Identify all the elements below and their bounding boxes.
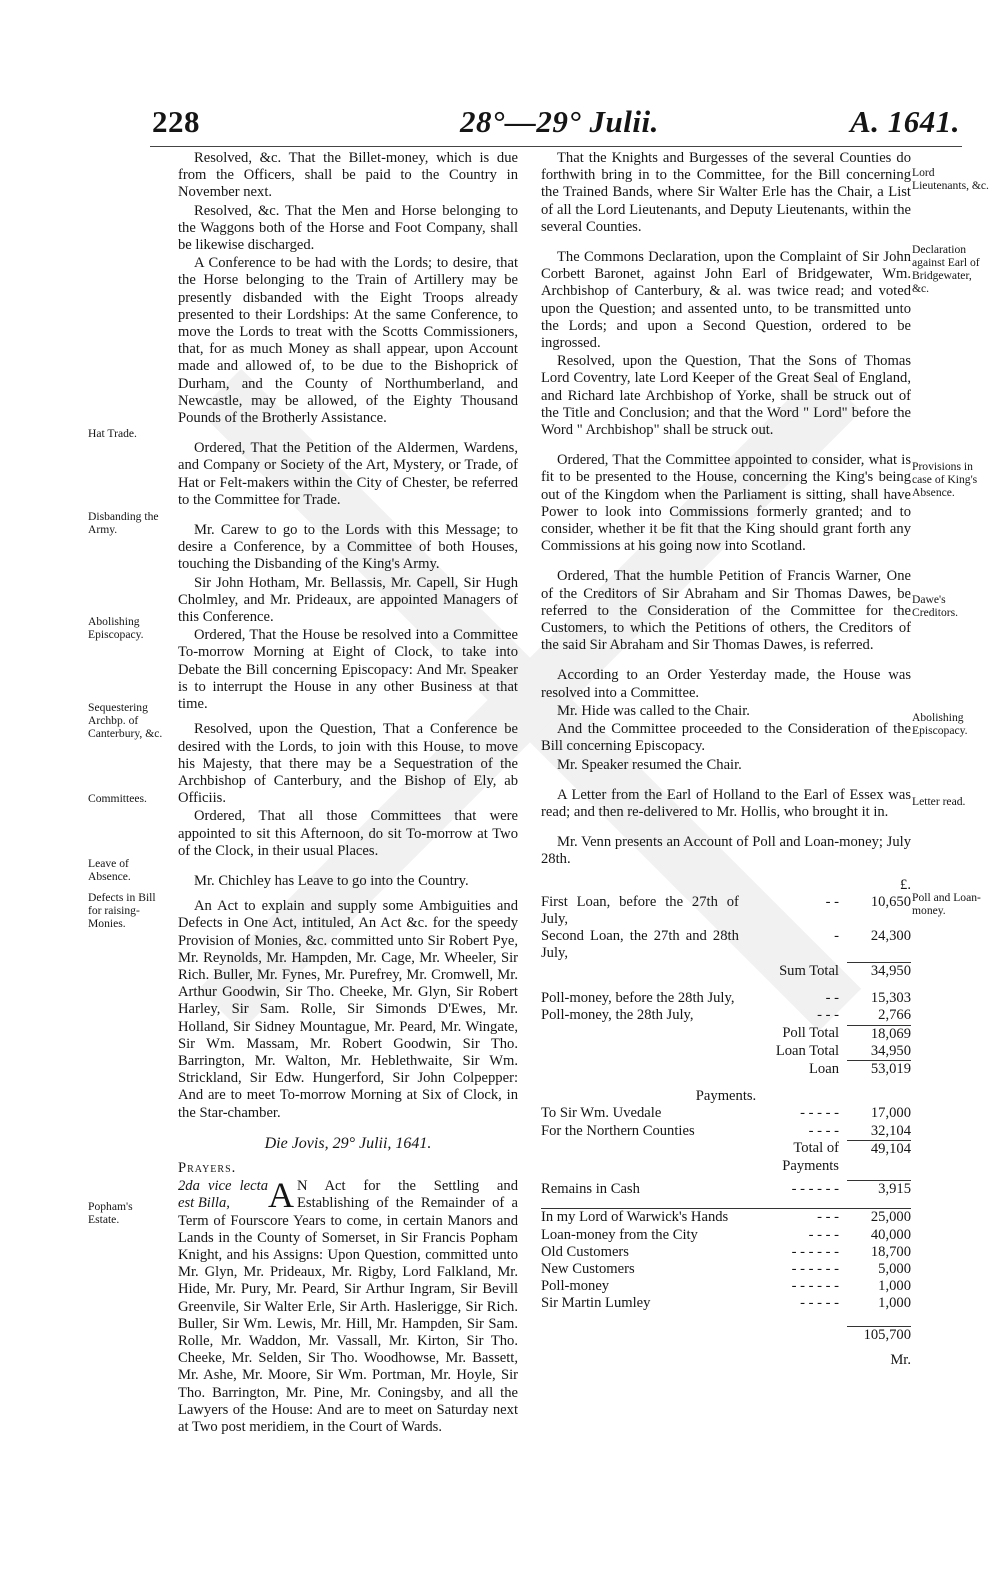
margin-note: Abolishing Episcopacy. [912,711,968,737]
catchword: Mr. [890,1352,911,1369]
table-row: Sir Martin Lumley - - - - - 1,000 [541,1295,911,1312]
paragraph: Resolved, &c. That the Billet-money, which is due from the Officers, shall be paid to the Country in November next. [178,150,518,201]
paragraph: Resolved, upon the Question, That a Conference be desired with the Lords, to join with this House, to move his Majesty, that there may be a Sequestration of the Archbishop of Canterbury, and the Bishop of Ely, ab Officiis. [178,721,518,807]
table-row: To Sir Wm. Uvedale - - - - - 17,000 [541,1105,911,1122]
table-row: Second Loan, the 27th and 28th July, - 24,300 [541,928,911,962]
paragraph: Mr. Venn presents an Account of Poll and Loan-money; July 28th. [541,834,911,868]
margin-note: Leave of Absence. [88,857,131,883]
paragraph: Ordered, That the Petition of the Aldermen, Wardens, and Company or Society of the Art, Mystery, or Trade, of Hat or Felt-makers within the City of Chester, be referred to the Committee for Trade. [178,440,518,508]
paragraph: Mr. Carew to go to the Lords with this Message; to desire a Conference, by a Committee of both Houses, touching the Disbanding of the King's Army. [178,522,518,573]
margin-note: Defects in Bill for raising-Monies. [88,891,156,930]
prayers-heading: Prayers. [178,1159,237,1176]
paragraph: Ordered, That the Committee appointed to consider, what is fit to be presented to the House, concerning the King's being out of the Kingdom when the Parliament is sitting, shall have Power to look into Commissions formerly granted; and to consider, whether it be fit that the King should grant forth any Commissions at his going now into Scotland. [541,452,911,555]
paragraph: Ordered, That the House be resolved into a Committee To-morrow Morning at Eight of Clock, to take into Debate the Bill concerning Episcopacy: And Mr. Speaker is to interrupt the House in any other Business at that time. [178,627,518,713]
table-row: For the Northern Counties - - - - 32,104 [541,1122,911,1139]
table-row: Poll Total 18,069 [782,1025,911,1042]
table-row: Old Customers - - - - - - 18,700 [541,1243,911,1260]
table-row: First Loan, before the 27th of July, - - 10,650 [541,893,911,927]
table-row [541,1327,911,1345]
page-number: 228 [152,104,200,139]
paragraph: Mr. Hide was called to the Chair. [557,702,750,719]
table-row: Poll-money, before the 28th July, - - 15,303 [541,990,911,1007]
margin-note: Letter read. [912,795,966,808]
dropcap: A [268,1175,294,1216]
popham-text: N Act for the Settling and Establishing of the Remainder of a Term of Fourscore Years to come, in certain Manors and Lands in the County of Somerset, in Sir Francis Popham Knight, and his Assigns: Upon Question, committed unto Mr. Glyn, Mr. Prideaux, Mr. Rigby, Lord Falkland, Mr. Hide, Mr. Pury, Mr. Peard, Sir Arthur Ingram, Sir Bevill Greenvile, Sir Walter Erle, Sir Arth. Haslerigge, Sir Rich. Buller, Sir Wm. Lewis, Mr. Hill, Mr. Hampden, Sir Sam. Rolle, Mr. Waddon, Mr. Vassall, Mr. Kirton, Sir Tho. Cheeke, Mr. Selden, Sir Tho. Woodhowse, Mr. Bassett, Mr. Ashe, Mr. Moore, Sir Wm. Portman, Mr. Hoyle, Sir Tho. Barrington, Mr. Pine, Mr. Coningsby, and all the Lawyers of the House: And are to meet on Saturday next at Two post meridiem, in the Court of Wards. [178,1178,518,1436]
margin-note: Poll and Loan-money. [912,891,981,917]
second-reading-label: 2da vice lecta est Billa, [178,1178,268,1212]
paragraph: Mr. Speaker resumed the Chair. [557,756,742,773]
margin-note: Hat Trade. [88,427,137,440]
paragraph: According to an Order Yesterday made, the House was resolved into a Committee. [541,667,911,701]
page-dates: 28°—29° Julii. [460,104,659,139]
paragraph: An Act to explain and supply some Ambiguities and Defects in One Act, intituled, An Act &c. for the speedy Provision of Monies, &c. committed unto Sir Robert Pye, Mr. Reynolds, Mr. Hampden, Mr. Cage, Mr. Wheeler, Sir Rich. Buller, Mr. Fynes, Mr. Purefrey, Mr. Cromwell, Mr. Arthur Goodwin, Sir Tho. Cheeke, Mr. Glyn, Sir Robert Harley, Sir Sam. Rolle, Sir Simonds D'Ewes, Mr. Holland, Sir Sidney Mountague, Mr. Peard, Mr. Wingate, Sir Wm. Massam, Mr. Robert Goodwin, Sir Tho. Barrington, Mr. Walton, Mr. Heblethwaite, Sir Wm. Strickland, Sir Edw. Hungerford, Sir John Colpepper: And are to meet To-morrow Morning at Six of Clock, in the Star-chamber. [178,898,518,1121]
day-heading: Die Jovis, 29° Julii, 1641. [264,1134,432,1152]
table-row: Poll-money, the 28th July, - - - 2,766 [541,1007,911,1024]
margin-note: Declaration against Earl of Bridgewater, &c. [912,243,980,295]
header-rule [150,146,962,147]
paragraph: A Conference to be had with the Lords; to desire, that the Horse belonging to the Train of Artillery may be presently disbanded with the Eight Troops already presented to their Lordships: At the same Conference, to move the Lords to treat with the Scotts Commissioners, that, for as much Money as shall appear, upon Account made and allowed of, to be due to the Bishoprick of Durham, and the County of Northumberland, and Newcastle, may be allowed, of the Eighty Thousand Pounds of the Brotherly Assistance. [178,255,518,427]
paragraph: The Commons Declaration, upon the Complaint of Sir John Corbett Baronet, against John Earl of Bridgewater, Wm. Archbishop of Canterbury, & al. was twice read; and voted upon the Question; and assented unto, to be transmitted unto the Lords; and upon a Second Question, ordered to be ingrossed. [541,249,911,352]
table-row: Sum Total 34,950 [779,962,911,980]
paragraph: Mr. Chichley has Leave to go into the Country. [194,872,469,889]
left-column [178,150,518,1436]
margin-note: Abolishing Episcopacy. [88,615,144,641]
page-year: A. 1641. [850,104,960,139]
grand-total: 105,700 [847,1327,911,1345]
margin-note: Disbanding the Army. [88,510,159,536]
margin-note: Committees. [88,792,147,805]
table-row: New Customers - - - - - - 5,000 [541,1261,911,1278]
paragraph: Resolved, &c. That the Men and Horse belonging to the Waggons both of the Horse and Foot Company, shall be likewise discharged. [178,202,518,254]
paragraph: Sir John Hotham, Mr. Bellassis, Mr. Capell, Sir Hugh Cholmley, and Mr. Prideaux, are appointed Managers of this Conference. [178,574,518,626]
table-row: Loan-money from the City - - - - 40,000 [541,1226,911,1243]
paragraph: Ordered, That all those Committees that were appointed to sit this Afternoon, do sit To-morrow at Two of the Clock, in their usual Places. [178,808,518,859]
payments-heading: Payments. [695,1088,757,1105]
paragraph: And the Committee proceeded to the Consideration of the Bill concerning Episcopacy. [541,721,911,755]
paragraph: A Letter from the Earl of Holland to the Earl of Essex was read; and then re-delivered to Mr. Hollis, who brought it in. [541,786,911,820]
paragraph: That the Knights and Burgesses of the several Counties do forthwith bring in to the Committee, for the Bill concerning the Trained Bands, where Sir Walter Erle has the Chair, a List of all the Lord Lieutenants, and Deputy Lieutenants, within the several Counties. [541,150,911,235]
right-column [541,150,911,1370]
paragraph: Resolved, upon the Question, That the Sons of Thomas Lord Coventry, late Lord Keeper of the Great Seal of England, and Richard late Archbishop of Yorke, shall be struck out of the Title and Conclusion; and that the Word " Lord" before the Word " Archbishop" shall be struck out. [541,353,911,439]
paragraph-popham [178,1175,518,1436]
margin-note: Provisions in case of King's Absence. [912,460,978,499]
margin-note: Lord Lieutenants, &c. [912,166,989,192]
paragraph: Ordered, That the humble Petition of Francis Warner, One of the Creditors of Sir Abraham and Sir Thomas Dawes, be referred to the Consideration of the Committee for the Customers, to which the Petitions of others, the Creditors of the said Sir Abraham and Sir Thomas Dawes, is referred. [541,568,911,654]
table-row: Poll-money - - - - - - 1,000 [541,1278,911,1295]
account-table [541,877,911,1370]
margin-note: Popham's Estate. [88,1200,133,1226]
margin-note: Sequestering Archbp. of Canterbury, &c. [88,701,163,740]
currency-symbol: £. [900,876,911,893]
table-row: Loan 53,019 [809,1060,911,1078]
table-row: Remains in Cash - - - - - - 3,915 [541,1180,911,1198]
margin-note: Dawe's Creditors. [912,593,959,619]
table-row: Loan Total 34,950 [775,1042,911,1059]
table-row: Total of Payments 49,104 [782,1140,911,1174]
table-row: In my Lord of Warwick's Hands - - - 25,000 [541,1209,911,1226]
